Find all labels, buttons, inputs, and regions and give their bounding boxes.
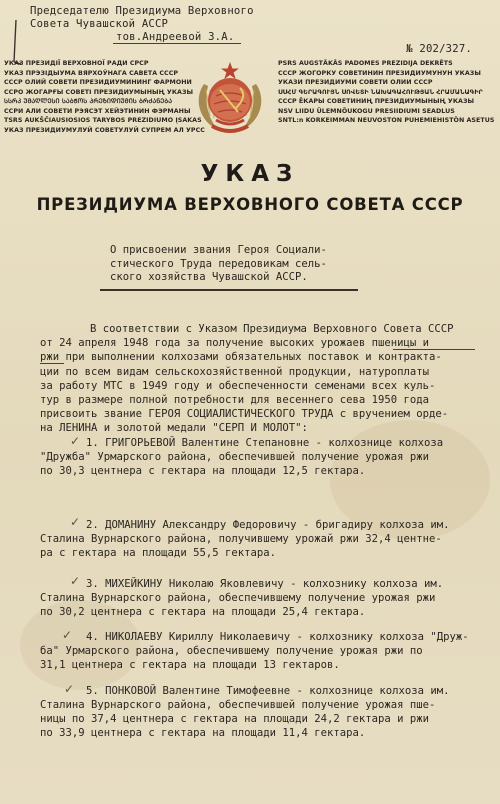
award-item-4 bbox=[86, 630, 469, 644]
header-left-line: УКАЗ ПРЭЗІДЫУМА ВЯРХОЎНАГА САВЕТА СССР bbox=[4, 69, 179, 77]
addressee-line-2: Совета Чувашской АССР bbox=[30, 18, 169, 30]
body-line: присвоить звание ГЕРОЯ СОЦИАЛИСТИЧЕСКОГО ТРУДА с вручением орде- bbox=[40, 408, 449, 421]
award-item-line: Сталина Вурнарского района, обеспечившей получение урожая пше- bbox=[40, 699, 436, 711]
header-right-line: УКАЗИ ПРЕЗИДИУМИ СОВЕТИ ОЛИИ СССР bbox=[278, 79, 433, 87]
award-item-line: 5. ПОНКОВОЙ Валентине Тимофеевне - колхознице колхоза им. bbox=[86, 685, 450, 697]
body-line: на ЛЕНИНА и золотой медали "СЕРП И МОЛОТ": bbox=[40, 422, 308, 435]
check-mark-icon: ✓ bbox=[64, 682, 75, 696]
award-item-2 bbox=[86, 518, 450, 532]
award-item-line: 1. ГРИГОРЬЕВОЙ Валентине Степановне - колхознице колхоза bbox=[86, 437, 444, 449]
award-item-line: Сталина Вурнарского района, получившему урожай ржи 32,4 центне- bbox=[40, 533, 442, 545]
body-line: тур в размере полной потребности для весеннего сева 1950 года bbox=[40, 394, 430, 407]
award-item-line: "Дружба" Урмарского района, обеспечившей получение урожая ржи bbox=[40, 451, 430, 463]
check-mark-icon: ✓ bbox=[62, 628, 73, 642]
body-line: ции по всем видам сельскохозяйственной продукции, натуроплаты bbox=[40, 365, 430, 378]
decree-body bbox=[40, 322, 490, 436]
header-left-line: УКАЗ ПРЕЗИДІЇ ВЕРХОВНОЇ РАДИ СРСР bbox=[4, 60, 149, 67]
award-item-line: по 30,2 центнера с гектара на площади 25,4 гектара. bbox=[40, 606, 366, 619]
award-item-line: 4. НИКОЛАЕВУ Кириллу Николаевичу - колхознику колхоза "Друж- bbox=[86, 631, 469, 643]
header-left-languages bbox=[4, 59, 205, 135]
addressee-line-1: Председателю Президиума Верховного bbox=[30, 5, 254, 17]
award-item-3 bbox=[86, 577, 443, 591]
award-item-line: 3. МИХЕЙКИНУ Николаю Яковлевичу - колхознику колхоза им. bbox=[86, 578, 444, 590]
award-item-line: ницы по 37,4 центнера с гектара на площади 24,2 гектара и ржи bbox=[40, 713, 430, 726]
header-left-line: TSRS AUKŠČIAUSIOSIOS TARYBOS PREZIDIUMO ĮSAKAS bbox=[4, 117, 202, 125]
body-line: за работу МТС в 1949 году и обеспеченности семенами всех куль- bbox=[40, 379, 436, 392]
header-right-line: СССР ЖОГОРКУ СОВЕТИНИН ПРЕЗИДИУМУНУН УКАЗЫ bbox=[278, 69, 481, 77]
addressee-block bbox=[30, 5, 254, 44]
header-right-line: PSRS AUGSTĀKĀS PADOMES PREZIDIJA DEKRĒTS bbox=[278, 60, 453, 67]
award-item-line: 31,1 центнера с гектара на площади 13 гектаров. bbox=[40, 659, 340, 672]
award-item-1 bbox=[86, 436, 443, 450]
award-item-1-cont bbox=[40, 450, 429, 478]
header-left-line: ᲡᲡᲠᲙ ᲣᲛᲐᲦᲚᲔᲡᲘ ᲡᲐᲑᲭᲝᲡ ᲞᲠᲔᲖᲘᲓᲘᲣᲛᲘᲡ ᲑᲠᲫᲐᲜᲔᲑᲐ bbox=[4, 98, 173, 106]
body-line: от 24 апреля 1948 года за получение высоких урожаев пшеницы и bbox=[40, 337, 430, 350]
award-item-line: Сталина Вурнарского района, обеспечившему получение урожая ржи bbox=[40, 592, 436, 604]
document-number: № 202/327. bbox=[406, 43, 472, 55]
award-item-line: 2. ДОМАНИНУ Александру Федоровичу - бригадиру колхоза им. bbox=[86, 519, 450, 531]
addressee-underline bbox=[113, 43, 241, 44]
header-left-line: СССР ОЛИЙ СОВЕТИ ПРЕЗИДИУМИНИНГ ФАРМОНИ bbox=[4, 79, 192, 87]
award-item-5-cont bbox=[40, 698, 435, 741]
decree-title: УКАЗ bbox=[200, 161, 300, 187]
subject-line: стического Труда передовикам сель- bbox=[110, 257, 327, 270]
subject-line: ского хозяйства Чувашской АССР. bbox=[110, 271, 308, 283]
body-line: ржи при выполнении колхозами обязательных поставок и контракта- bbox=[40, 351, 442, 364]
header-right-line: SNTL:n KORKEIMMAN NEUVOSTON PUHEMIEHISTÖN ASETUS bbox=[278, 117, 495, 125]
award-item-5 bbox=[86, 684, 450, 698]
award-item-line: ба" Урмарского района, обеспечившему получение урожая ржи по bbox=[40, 645, 423, 657]
award-item-line: ра с гектара на площади 55,5 гектара. bbox=[40, 547, 276, 560]
check-mark-icon: ✓ bbox=[70, 434, 81, 448]
emphasis-underline bbox=[40, 363, 64, 364]
award-item-line: по 30,3 центнера с гектара на площади 12,5 гектара. bbox=[40, 465, 366, 478]
subject-line: О присвоении звания Героя Социали- bbox=[110, 244, 327, 256]
header-left-line: ССРИ АЛИ СОВЕТИ РЭЯСЭТ ХЕЙЭТИНИН ФЭРМАНЫ bbox=[4, 107, 191, 115]
award-item-2-cont bbox=[40, 532, 442, 560]
body-line: В соответствии с Указом Президиума Верховного Совета СССР bbox=[90, 323, 454, 335]
header-right-languages bbox=[278, 59, 494, 126]
award-item-3-cont bbox=[40, 591, 435, 619]
header-left-line: ССРО ЖОГАРҒЫ СОВЕТІ ПРЕЗИДИУМЫНЫҢ УКАЗЫ bbox=[4, 88, 194, 96]
header-left-line: УКАЗ ПРЕЗИДИУМУЛУЙ СОВЕТУЛУЙ СУПРЕМ АЛ УРСС bbox=[4, 126, 205, 134]
check-mark-icon: ✓ bbox=[70, 515, 81, 529]
subject-underline bbox=[100, 289, 358, 291]
award-item-line: по 33,9 центнера с гектара на площади 11,4 гектара. bbox=[40, 727, 366, 740]
addressee-line-3: тов.Андреевой З.А. bbox=[116, 31, 235, 43]
decree-subject bbox=[110, 244, 327, 285]
emphasis-underline bbox=[393, 349, 475, 350]
award-item-4-cont bbox=[40, 644, 423, 672]
decree-subtitle: ПРЕЗИДИУМА ВЕРХОВНОГО СОВЕТА СССР bbox=[36, 195, 464, 214]
header-right-line: СССР ЁКАРЫ СОВЕТИНИҢ ПРЕЗИДИУМЫНЫҢ УКАЗЫ bbox=[278, 98, 475, 106]
check-mark-icon: ✓ bbox=[70, 574, 81, 588]
header-right-line: ՍՍՀՄ ԳԵՐԱԳՈՒՅՆ ՍՈՎԵՏԻ ՆԱԽԱԳԱՀՈՒԹՅԱՆ ՀՐԱՄԱՆԱԳԻՐ bbox=[278, 88, 483, 96]
ussr-emblem-icon bbox=[190, 60, 270, 138]
header-right-line: NSV LIIDU ÜLEMNÕUKOGU PRESIIDIUMI SEADLUS bbox=[278, 107, 455, 115]
